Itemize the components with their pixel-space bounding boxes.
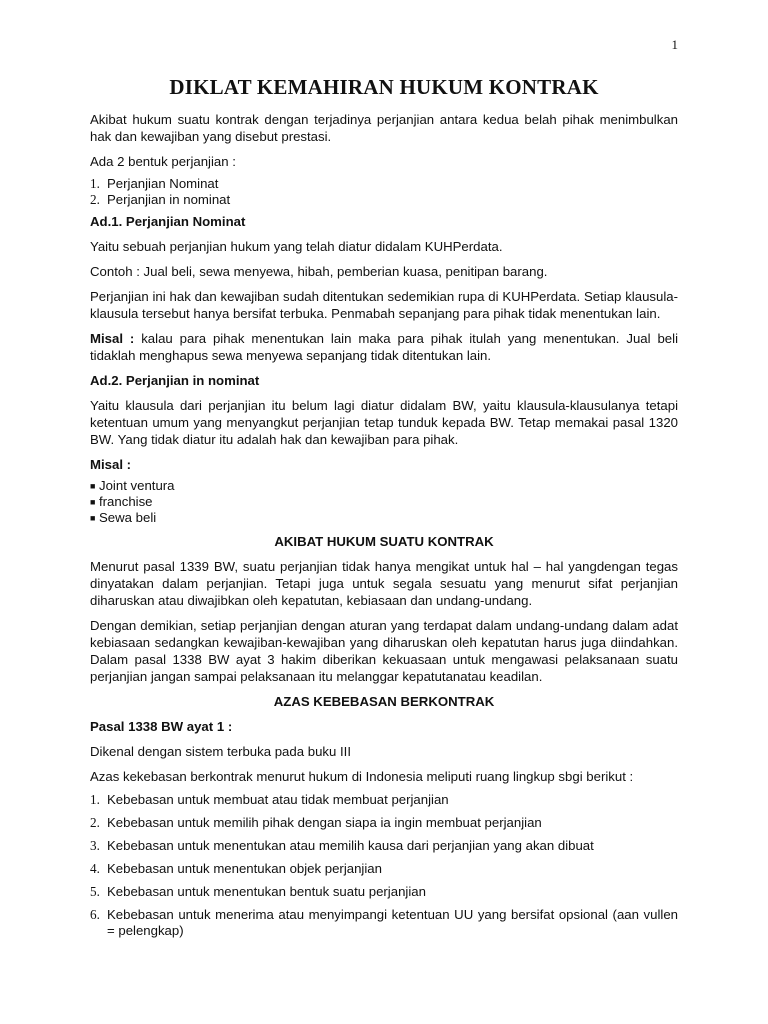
list-item	[90, 478, 678, 494]
list-item	[90, 176, 678, 192]
list-text: franchise	[99, 494, 153, 509]
bentuk-list	[90, 176, 678, 208]
misal-text: kalau para pihak menentukan lain maka para pihak itulah yang menentukan. Jual beli tidaklah menghapus sewa menyewa sepanjang tidak ditentukan lain.	[90, 331, 678, 363]
list-text: Kebebasan untuk menentukan bentuk suatu perjanjian	[107, 884, 426, 899]
list-text: Perjanjian in nominat	[107, 192, 231, 207]
list-item	[90, 838, 678, 854]
list-number: 5.	[90, 884, 100, 899]
list-item	[90, 815, 678, 831]
akibat-paragraph-1: Menurut pasal 1339 BW, suatu perjanjian tidak hanya mengikat untuk hal – hal yangdengan tegas dinyatakan dalam perjanjian. Tetapi juga untuk segala sesuatu yang menurut sifat perjanjian diharuskan atau diwajibkan oleh kepatutan, kebiasaan dan undang-undang.	[90, 559, 678, 608]
list-number: 3.	[90, 838, 100, 853]
list-item	[90, 192, 678, 208]
list-text: Kebebasan untuk membuat atau tidak membuat perjanjian	[107, 792, 449, 807]
akibat-paragraph-2: Dengan demikian, setiap perjanjian dengan aturan yang terdapat dalam undang-undang dalam adat kebiasaan sedangkan kewajiban-kewajiban yang diharuskan oleh kepatutan harus juga diindahkan. Dalam pasal 1338 BW ayat 3 hakim diberikan kekuasaan untuk mengawasi pelaksanaan suatu perjanjian jangan sampai pelaksanaan itu melanggar kepatutanatau keadilan.	[90, 618, 678, 684]
ad1-paragraph-3: Perjanjian ini hak dan kewajiban sudah ditentukan sedemikian rupa di KUHPerdata. Setiap klausula-klausula tersebut hanya bersifat terbuka. Penmabah sepanjang para pihak tidak menentukan lain.	[90, 289, 678, 321]
list-item	[90, 861, 678, 877]
list-number: 6.	[90, 907, 100, 922]
list-item	[90, 907, 678, 939]
azas-paragraph-2: Azas kekebasan berkontrak menurut hukum di Indonesia meliputi ruang lingkup sbgi berikut :	[90, 769, 634, 784]
ad2-heading: Ad.2. Perjanjian in nominat	[90, 373, 260, 388]
azas-heading: AZAS KEBEBASAN BERKONTRAK	[273, 694, 495, 709]
list-text: Kebebasan untuk memilih pihak dengan siapa ia ingin membuat perjanjian	[107, 815, 542, 830]
list-item	[90, 884, 678, 900]
ad1-heading: Ad.1. Perjanjian Nominat	[90, 214, 246, 229]
list-text: Kebebasan untuk menentukan objek perjanjian	[107, 861, 382, 876]
misal-list	[90, 478, 678, 526]
bentuk-heading: Ada 2 bentuk perjanjian :	[90, 154, 236, 169]
misal-label: Misal :	[90, 331, 135, 346]
akibat-heading: AKIBAT HUKUM SUATU KONTRAK	[274, 534, 494, 549]
list-text: Kebebasan untuk menentukan atau memilih kausa dari perjanjian yang akan dibuat	[107, 838, 594, 853]
list-text: Perjanjian Nominat	[107, 176, 219, 191]
ad1-misal-paragraph	[90, 330, 678, 364]
list-text: Joint ventura	[99, 478, 175, 493]
list-number: 2.	[90, 192, 100, 207]
page-number: 1	[671, 37, 678, 52]
square-bullet-icon: ■	[90, 481, 96, 491]
list-item	[90, 494, 678, 510]
ad1-paragraph-2: Contoh : Jual beli, sewa menyewa, hibah, pemberian kuasa, penitipan barang.	[90, 264, 548, 279]
list-text: Kebebasan untuk menerima atau menyimpangi ketentuan UU yang bersifat opsional (aan vullen = pelengkap)	[107, 907, 678, 938]
list-number: 1.	[90, 792, 100, 807]
list-text: Sewa beli	[99, 510, 157, 525]
pasal-heading: Pasal 1338 BW ayat 1 :	[90, 719, 233, 734]
list-item	[90, 510, 678, 526]
ad2-paragraph-1: Yaitu klausula dari perjanjian itu belum lagi diatur didalam BW, yaitu klausula-klausulanya tetapi ketentuan umum yang menyangkut perjanjian tetap tunduk kepada BW. Tetap memakai pasal 1320 BW. Yang tidak diatur itu adalah hak dan kewajiban para pihak.	[90, 398, 678, 447]
azas-paragraph-1: Dikenal dengan sistem terbuka pada buku III	[90, 744, 351, 759]
intro-paragraph: Akibat hukum suatu kontrak dengan terjadinya perjanjian antara kedua belah pihak menimbulkan hak dan kewajiban yang disebut prestasi.	[90, 112, 678, 144]
ad2-misal-label: Misal :	[90, 457, 132, 472]
list-number: 2.	[90, 815, 100, 830]
list-item	[90, 792, 678, 808]
document-page	[90, 0, 678, 939]
azas-list	[90, 792, 678, 939]
list-number: 1.	[90, 176, 100, 191]
square-bullet-icon: ■	[90, 513, 96, 523]
list-number: 4.	[90, 861, 100, 876]
ad1-paragraph-1: Yaitu sebuah perjanjian hukum yang telah diatur didalam KUHPerdata.	[90, 239, 503, 254]
square-bullet-icon: ■	[90, 497, 96, 507]
document-title: DIKLAT KEMAHIRAN HUKUM KONTRAK	[169, 75, 599, 99]
